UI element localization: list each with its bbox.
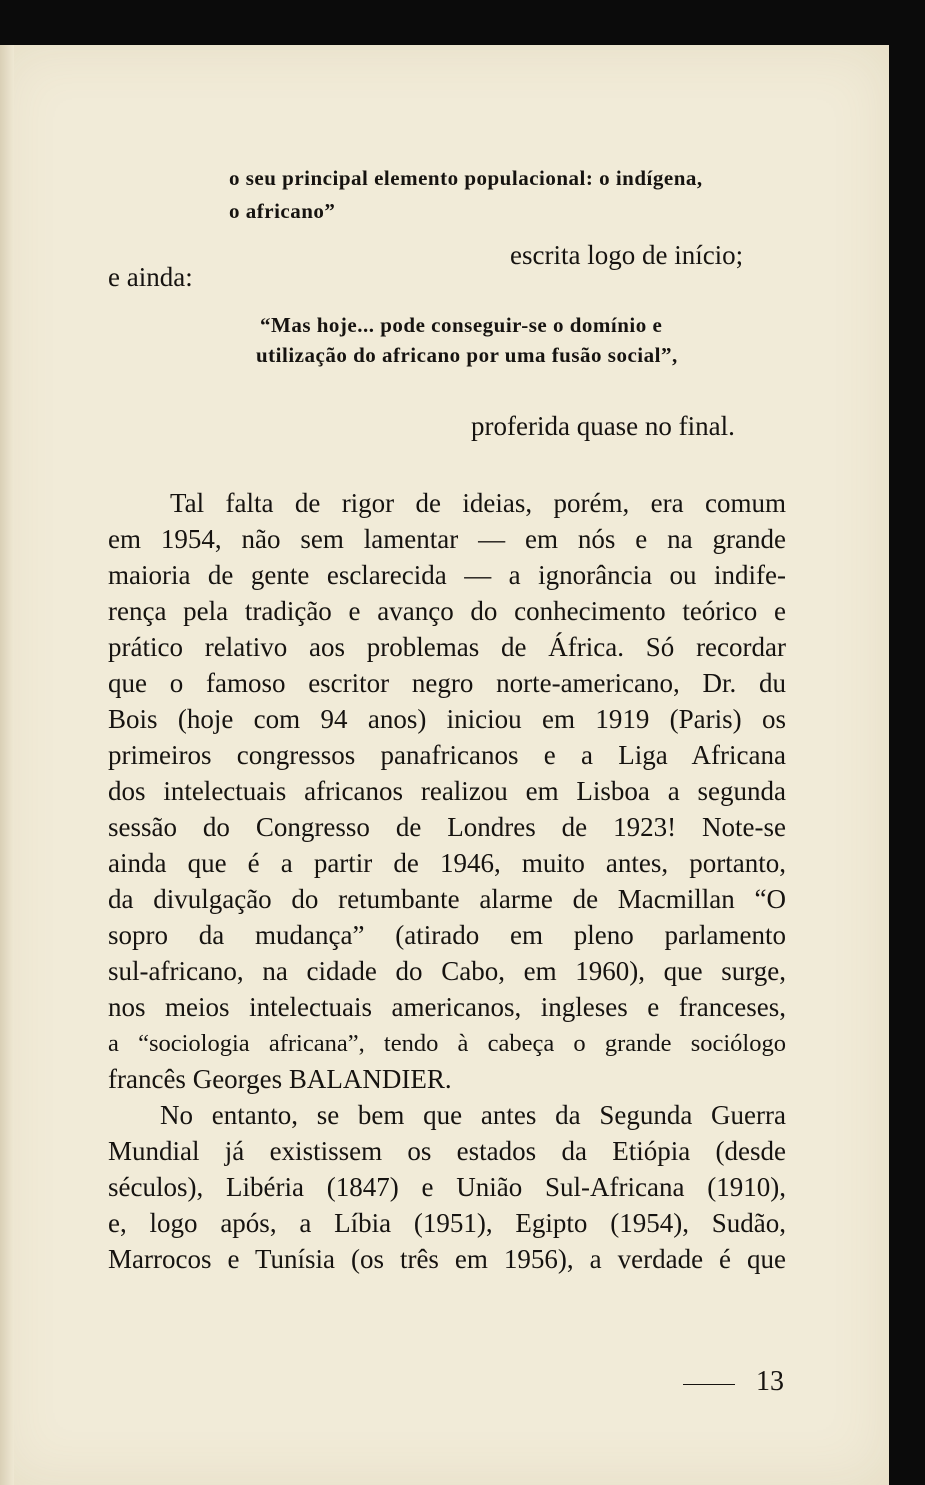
paragraph-one-line: em 1954, não sem lamentar — em nós e na grande (108, 524, 786, 554)
quote-one-line-2: o africano” (229, 199, 336, 223)
paragraph-one-line: francês Georges BALANDIER. (108, 1064, 452, 1094)
paragraph-one-line: nos meios intelectuais americanos, ingleses e franceses, (108, 992, 786, 1022)
quote-two-line-1: “Mas hoje... pode conseguir-se o domínio e (260, 313, 663, 337)
paragraph-one-line: sul-africano, na cidade do Cabo, em 1960), que surge, (108, 956, 786, 986)
paragraph-one-line: dos intelectuais africanos realizou em Lisboa a segunda (108, 776, 786, 806)
quote-two-line-2: utilização do africano por uma fusão social”, (256, 343, 678, 367)
paragraph-one-line: ainda que é a partir de 1946, muito antes, portanto, (108, 848, 786, 878)
folio-rule (683, 1384, 735, 1385)
page-number: 13 (756, 1366, 784, 1397)
aside-one: escrita logo de início; (510, 240, 744, 270)
paragraph-two-line: No entanto, se bem que antes da Segunda Guerra (160, 1100, 786, 1130)
paragraph-two-line: Mundial já existissem os estados da Etiópia (desde (108, 1136, 786, 1166)
paragraph-one-line: sessão do Congresso de Londres de 1923! Note-se (108, 812, 786, 842)
paragraph-one-line: primeiros congressos panafricanos e a Liga Africana (108, 740, 786, 770)
paragraph-one-line: maioria de gente esclarecida — a ignorância ou indife- (108, 560, 786, 590)
paragraph-one-line: rença pela tradição e avanço do conhecimento teórico e (108, 596, 786, 626)
paragraph-one-line: que o famoso escritor negro norte-americano, Dr. du (108, 668, 786, 698)
paragraph-one-line: prático relativo aos problemas de África. Só recordar (108, 632, 786, 662)
paragraph-one-line: Tal falta de rigor de ideias, porém, era comum (170, 488, 786, 518)
paragraph-two-line: e, logo após, a Líbia (1951), Egipto (1954), Sudão, (108, 1208, 786, 1238)
aside-two: proferida quase no final. (471, 411, 735, 441)
paragraph-two-line: séculos), Libéria (1847) e União Sul-Africana (1910), (108, 1172, 786, 1202)
paragraph-one-line: da divulgação do retumbante alarme de Macmillan “O (108, 884, 786, 914)
quote-one-line-1: o seu principal elemento populacional: o indígena, (229, 166, 703, 190)
paragraph-one-line: sopro da mudança” (atirado em pleno parlamento (108, 920, 786, 950)
paragraph-two-line: Marrocos e Tunísia (os três em 1956), a verdade é que (108, 1244, 786, 1274)
lead-text: e ainda: (108, 262, 193, 292)
paragraph-one-line: Bois (hoje com 94 anos) iniciou em 1919 (Paris) os (108, 704, 786, 734)
page-gutter-edge (0, 45, 14, 1485)
paragraph-one-line: a “sociologia africana”, tendo à cabeça o grande sociólogo (108, 1030, 786, 1057)
